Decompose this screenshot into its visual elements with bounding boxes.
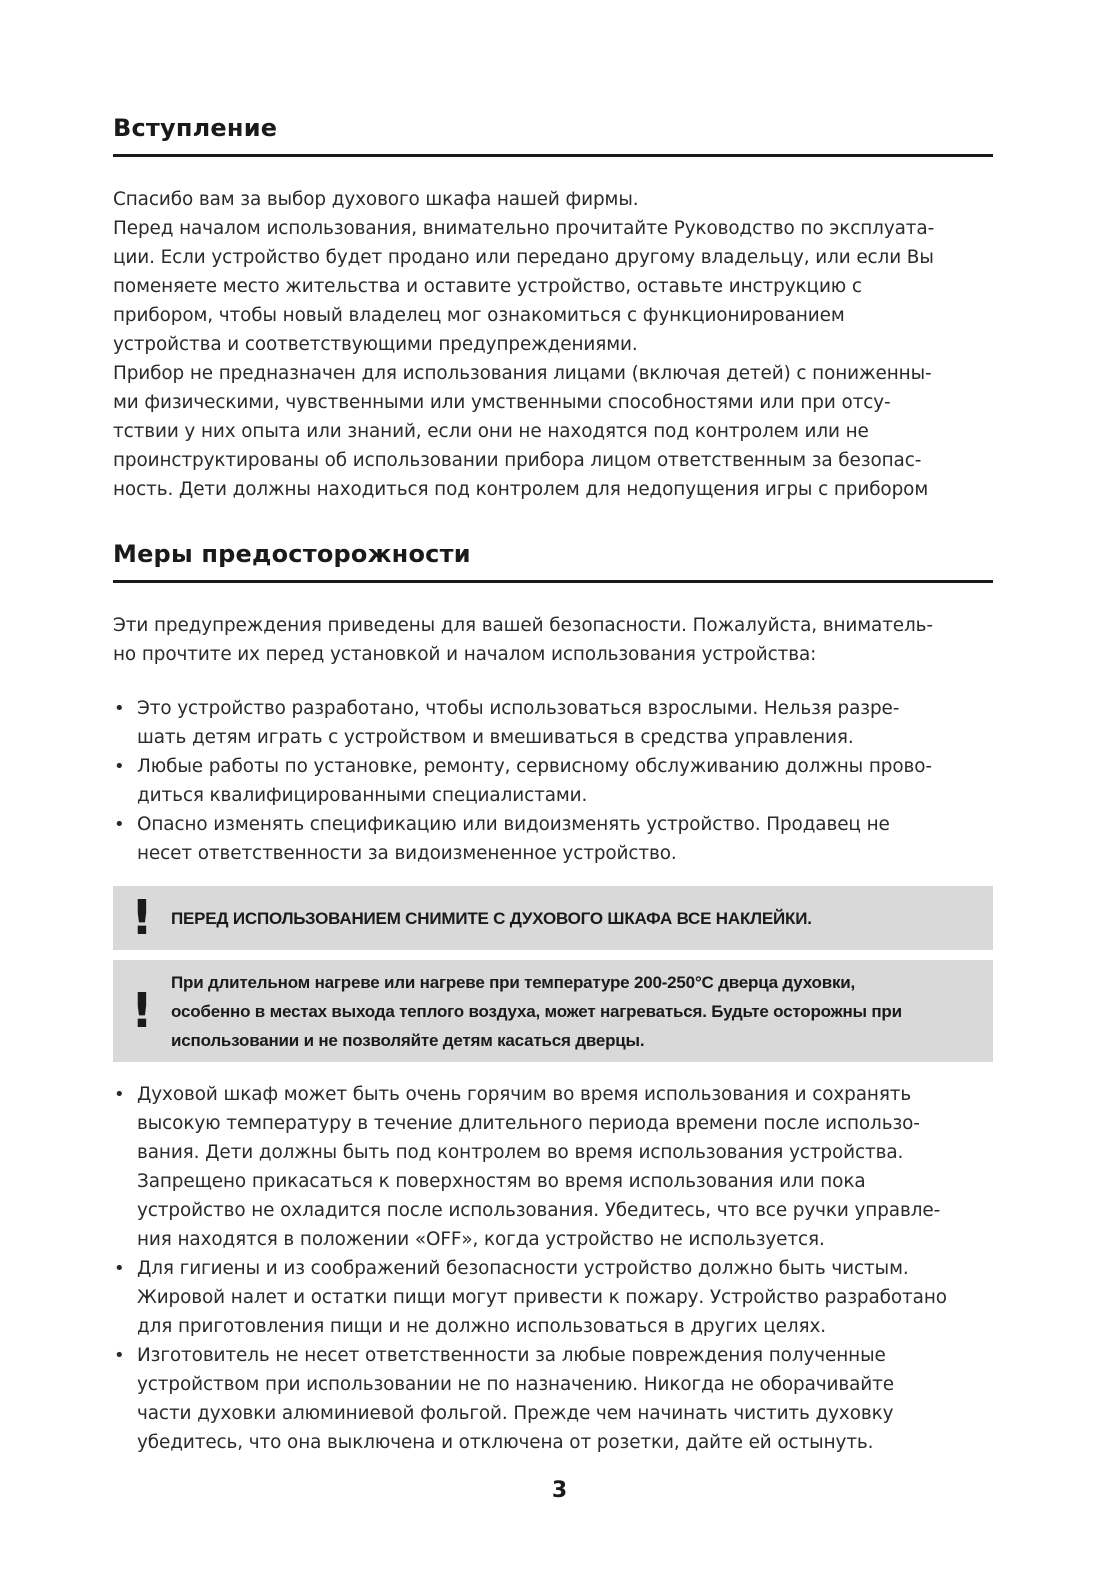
warning-line: ПЕРЕД ИСПОЛЬЗОВАНИЕМ СНИМИТЕ С ДУХОВОГО ШКАФА ВСЕ НАКЛЕЙКИ. [171,908,812,928]
warning-line: использовании и не позволяйте детям касаться дверцы. [171,1030,645,1050]
exclamation-glyph: ! [131,983,153,1039]
intro-line: тствии у них опыта или знаний, если они не находятся под контролем или не [113,421,869,442]
item-line: Опасно изменять спецификацию или видоизменять устройство. Продавец не [137,814,890,835]
item-line: Изготовитель не несет ответственности за любые повреждения полученные [137,1345,886,1366]
exclamation-glyph: ! [131,890,153,946]
item-line: устройство не охладится после использования. Убедитесь, что все ручки управле- [137,1200,941,1221]
item-line: Жировой налет и остатки пищи могут привести к пожару. Устройство разработано [137,1287,947,1308]
lead-line: но прочтите их перед установкой и началом использования устройства: [113,644,817,665]
intro-line: Спасибо вам за выбор духового шкафа нашей фирмы. [113,189,639,210]
intro-line: Перед началом использования, внимательно прочитайте Руководство по эксплуата- [113,218,935,239]
warning-text [171,904,812,933]
intro-line: поменяете место жительства и оставите устройство, оставьте инструкцию с [113,276,862,297]
exclamation-icon [113,983,171,1039]
list-item [113,1254,993,1341]
precautions-list-top [113,694,993,868]
warning-line: При длительном нагреве или нагреве при температуре 200-250°С дверца духовки, [171,972,856,992]
list-item [113,810,993,868]
intro-line: устройства и соответствующими предупреждениями. [113,334,638,355]
precautions-lead [113,611,993,669]
warning-box-hot-door [113,960,993,1062]
intro-line: прибором, чтобы новый владелец мог ознакомиться с функционированием [113,305,845,326]
item-line: части духовки алюминиевой фольгой. Прежде чем начинать чистить духовку [137,1403,894,1424]
item-line: Это устройство разработано, чтобы использоваться взрослыми. Нельзя разре- [137,698,900,719]
item-line: Любые работы по установке, ремонту, сервисному обслуживанию должны прово- [137,756,932,777]
intro-line: ми физическими, чувственными или умственными способностями или при отсу- [113,392,891,413]
intro-heading: Вступление [113,114,993,157]
exclamation-icon [113,890,171,946]
item-line: вания. Дети должны быть под контролем во время использования устройства. [137,1142,904,1163]
bullet-icon: • [114,698,125,719]
warning-line: особенно в местах выхода теплого воздуха, может нагреваться. Будьте осторожны при [171,1001,902,1021]
bullet-icon: • [114,1084,125,1105]
intro-line: проинструктированы об использовании прибора лицом ответственным за безопас- [113,450,922,471]
precautions-heading: Меры предосторожности [113,540,993,583]
item-line: диться квалифицированными специалистами. [137,785,588,806]
lead-line: Эти предупреждения приведены для вашей безопасности. Пожалуйста, вниматель- [113,615,933,636]
warning-box-stickers [113,886,993,950]
bullet-icon: • [114,1258,125,1279]
bullet-icon: • [114,814,125,835]
item-line: несет ответственности за видоизмененное устройство. [137,843,677,864]
intro-line: ность. Дети должны находиться под контролем для недопущения игры с прибором [113,479,929,500]
intro-line: ции. Если устройство будет продано или передано другому владельцу, или если Вы [113,247,934,268]
document-page [113,0,993,1457]
bullet-icon: • [114,1345,125,1366]
item-line: Запрещено прикасаться к поверхностям во время использования или пока [137,1171,866,1192]
item-line: устройством при использовании не по назначению. Никогда не оборачивайте [137,1374,894,1395]
item-line: высокую температуру в течение длительного периода времени после использо- [137,1113,920,1134]
intro-line: Прибор не предназначен для использования лицами (включая детей) с пониженны- [113,363,932,384]
bullet-icon: • [114,756,125,777]
list-item [113,1341,993,1457]
precautions-list-bottom [113,1080,993,1457]
intro-paragraph [113,185,993,504]
item-line: шать детям играть с устройством и вмешиваться в средства управления. [137,727,854,748]
page-number: 3 [551,1478,568,1503]
list-item [113,694,993,752]
item-line: убедитесь, что она выключена и отключена от розетки, дайте ей остынуть. [137,1432,874,1453]
item-line: Для гигиены и из соображений безопасности устройство должно быть чистым. [137,1258,909,1279]
item-line: Духовой шкаф может быть очень горячим во время использования и сохранять [137,1084,912,1105]
warning-text [171,968,902,1055]
list-item [113,1080,993,1254]
item-line: ния находятся в положении «OFF», когда устройство не используется. [137,1229,825,1250]
list-item [113,752,993,810]
item-line: для приготовления пищи и не должно использоваться в других целях. [137,1316,827,1337]
